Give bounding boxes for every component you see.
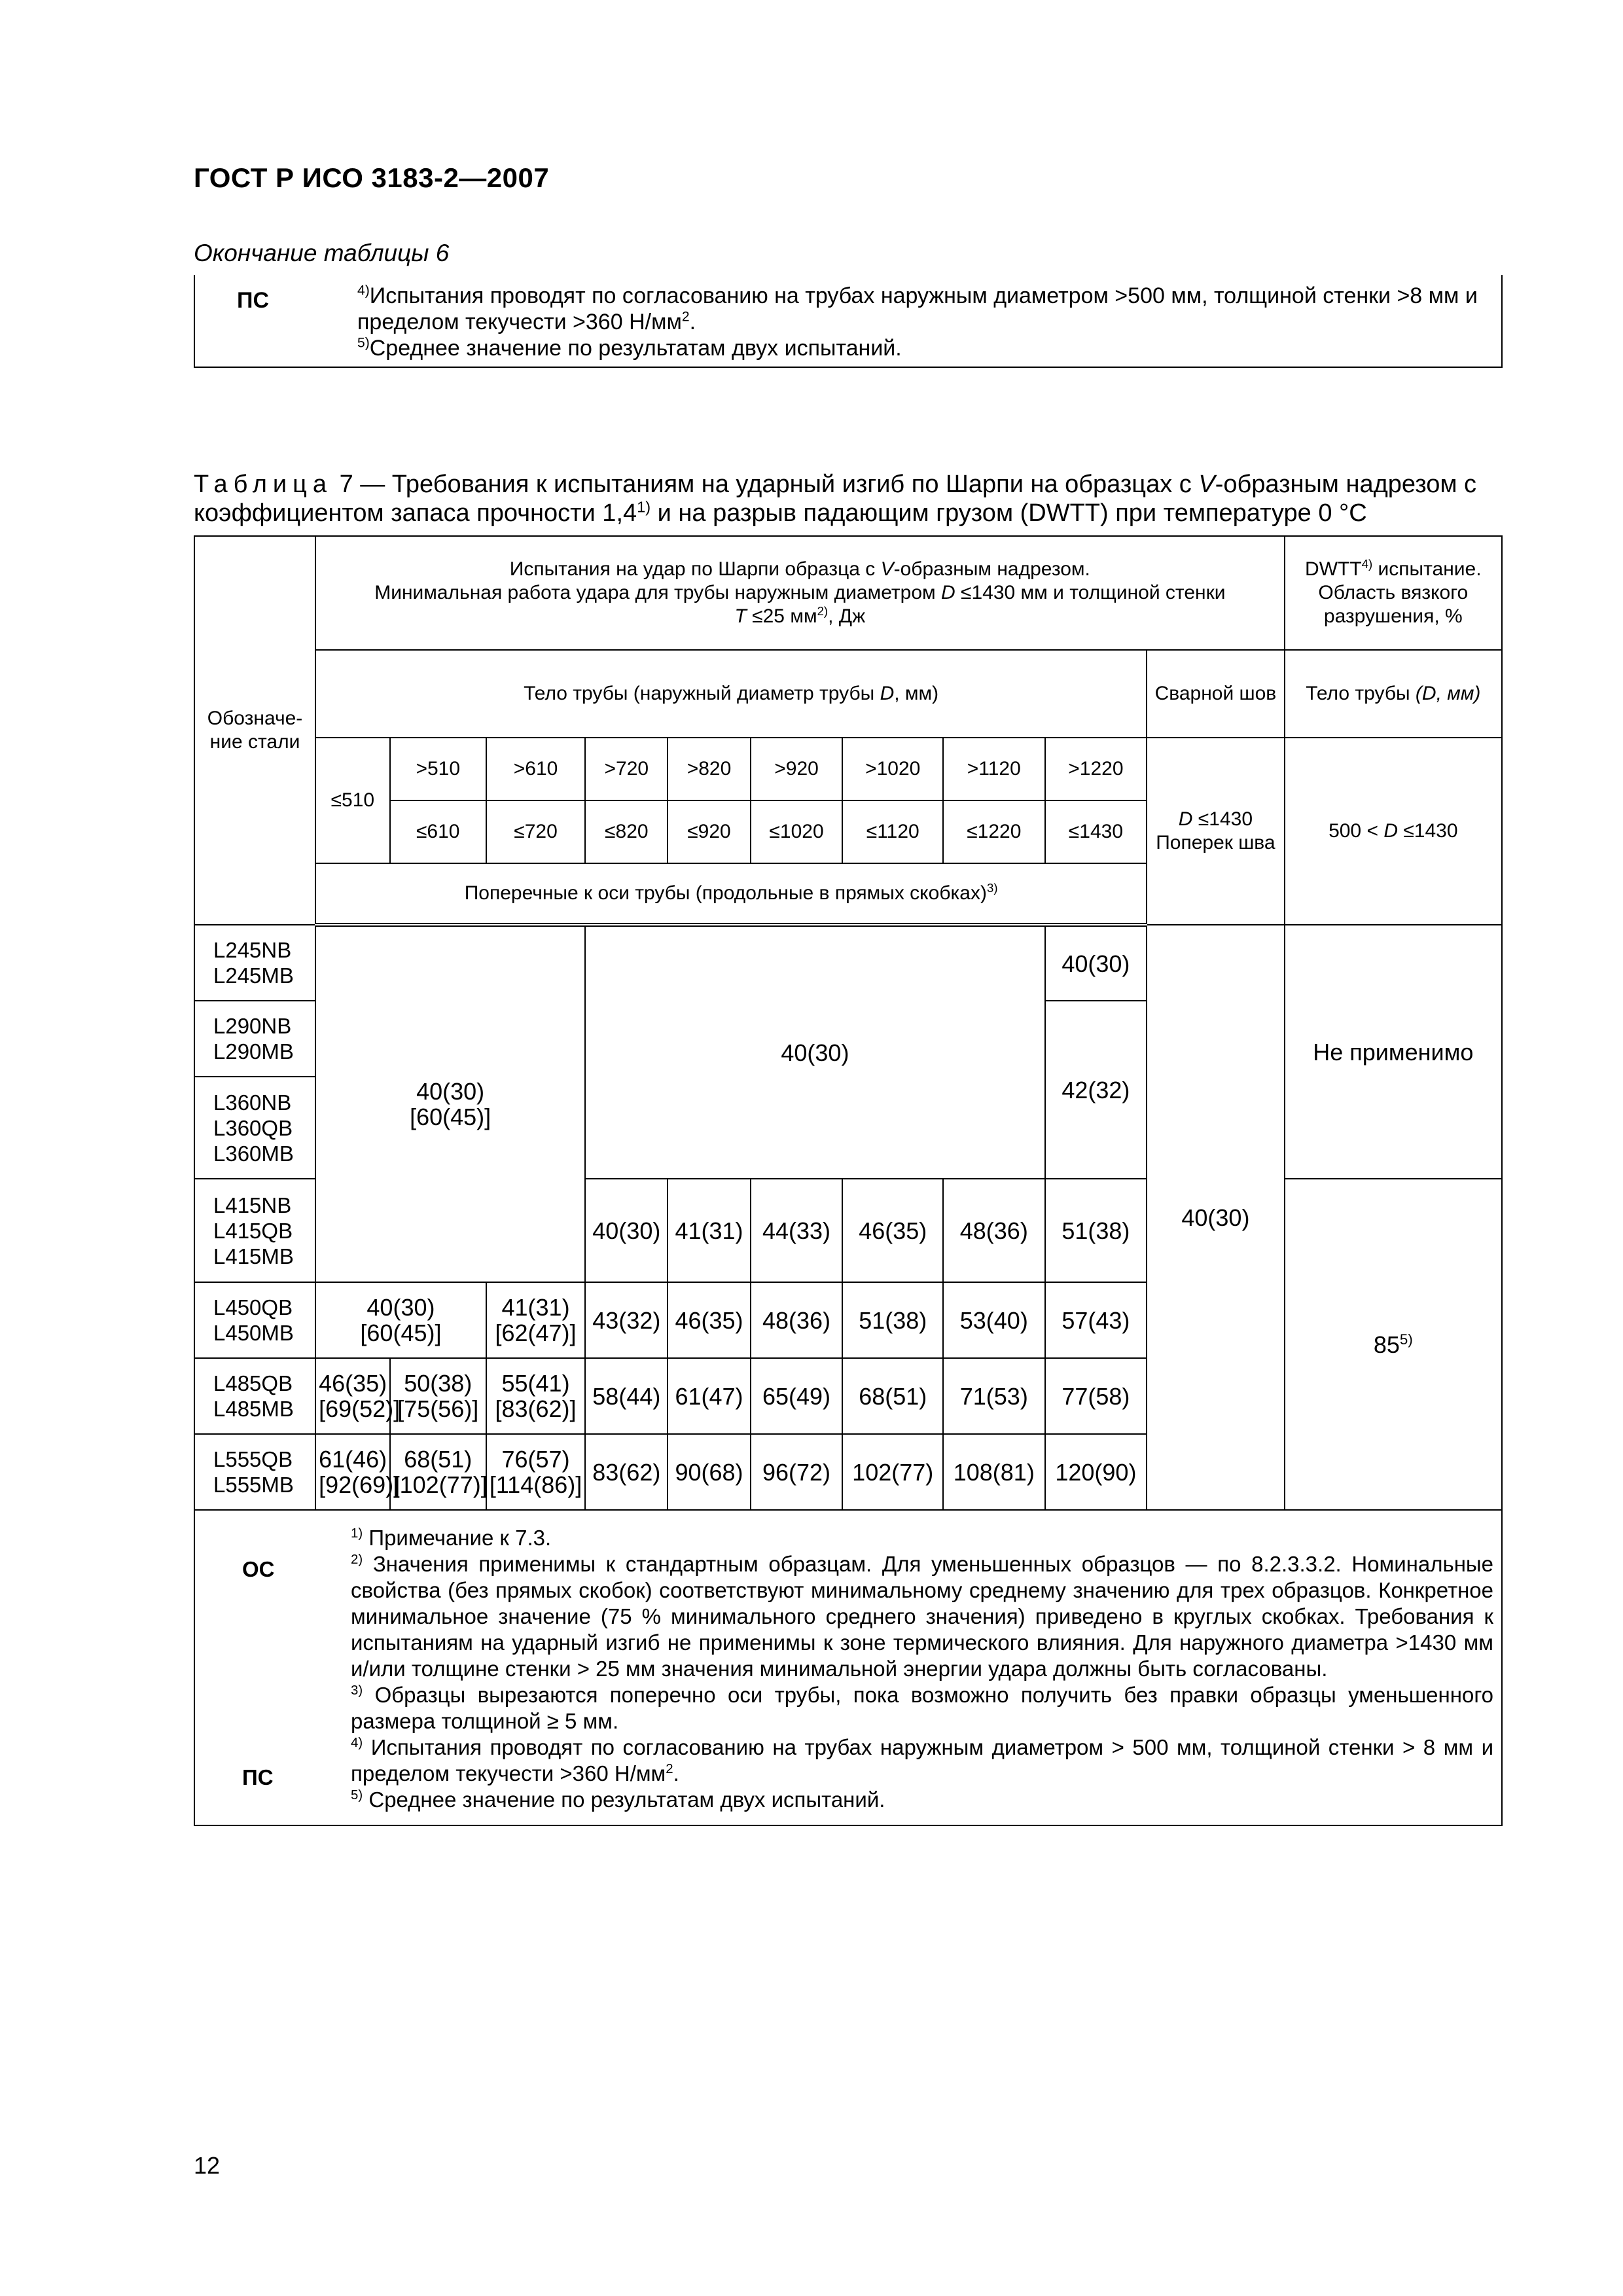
dwtt-body-header [1285,650,1502,738]
range-low: >1120 [943,738,1045,800]
dwtt-range [1285,738,1502,925]
value-cell: 108(81) [943,1434,1045,1510]
table-title [194,470,1509,528]
value-cell: 41(31) [668,1179,750,1282]
steel-grade: L245NB L245MB [194,925,315,1001]
dwtt-value [1285,1179,1502,1510]
header-text: Испытания на удар по Шарпи образца с [509,558,881,580]
superscript: 2 [666,1761,673,1776]
requirements-table [194,535,1503,1826]
value-cell: 96(72) [751,1434,843,1510]
footnote-mark: 4) [1361,557,1373,571]
value-cell: 77(58) [1045,1358,1147,1434]
superscript: 2 [681,309,690,325]
value-cell: 48(36) [943,1179,1045,1282]
table-continuation-caption: Окончание таблицы 6 [194,240,450,266]
value-cell: 71(53) [943,1358,1045,1434]
steel-grade: L290NB L290MB [194,1001,315,1077]
header-text: Минимальная работа удара для трубы наружным диаметром [374,582,941,603]
header-text: Тело трубы [1306,683,1416,704]
header-text: -образным надрезом. [893,558,1090,580]
value-cell: 55(41) [83(62)] [486,1358,585,1434]
range-high: ≤1430 [1045,800,1147,863]
range-high: ≤820 [585,800,668,863]
title-v: V [1198,471,1215,498]
header-text: V [880,558,894,580]
document-header: ГОСТ Р ИСО 3183-2—2007 [194,162,550,193]
header-text: испытание. Область вязкого разрушения, % [1318,558,1482,627]
value-cell: 76(57) [114(86)] [486,1434,585,1510]
range-high: ≤1120 [842,800,943,863]
value-cell: 51(38) [1045,1179,1147,1282]
transverse-header [315,863,1147,925]
range-high: ≤1220 [943,800,1045,863]
range-high: ≤920 [668,800,750,863]
header-text: T [734,605,747,627]
value-cell: 50(38) [75(56)] [390,1358,486,1434]
value-cell: 43(32) [585,1282,668,1358]
header-text: D [880,683,895,704]
note-tag-ps: ПС [242,1765,274,1789]
value-cell: 61(47) [668,1358,750,1434]
table6-notes-body [323,283,1488,361]
value-cell: 65(49) [751,1358,843,1434]
value-cell: 90(68) [668,1434,750,1510]
steel-header [194,536,315,925]
note-text: Испытания проводят по согласованию на трубах наружным диаметром > 500 мм, толщиной стенки > 8 мм и пределом текучести >360 Н/мм [351,1735,1493,1785]
header-text: D [1383,820,1398,842]
charpy-header [315,536,1285,650]
value-cell: 102(77) [842,1434,943,1510]
table-notes [194,1510,1502,1825]
header-text: ≤1430 [1397,820,1458,842]
value-cell: 68(51) [102(77)] [390,1434,486,1510]
header-text: Обозначе-ние стали [207,708,303,753]
note-text: Образцы вырезаются поперечно оси трубы, пока возможно получить без правки образцы уменьшенного размера толщиной ≥ 5 мм. [351,1683,1494,1733]
value-cell: 57(43) [1045,1282,1147,1358]
value-cell: 68(51) [842,1358,943,1434]
footnote-mark: 1) [351,1526,363,1541]
footnote-mark: 3) [986,881,998,895]
header-text: ≤25 мм [746,605,817,627]
value-block: 40(30) [60(45)] [315,925,585,1282]
steel-grade: L450QB L450MB [194,1282,315,1358]
steel-grade: L555QB L555MB [194,1434,315,1510]
value-cell: 51(38) [842,1282,943,1358]
range-high: ≤610 [390,800,486,863]
value-cell: 40(30) [1045,925,1147,1001]
range-low: >920 [751,738,843,800]
value-cell: 53(40) [943,1282,1045,1358]
value-cell: 44(33) [751,1179,843,1282]
dwtt-value: Не применимо [1285,925,1502,1179]
value-cell: 46(35) [69(52)] [315,1358,390,1434]
value-cell: 41(31) [62(47)] [486,1282,585,1358]
steel-grade: L360NB L360QB L360MB [194,1077,315,1179]
header-text: , Дж [828,605,866,627]
value-block: 40(30) [585,925,1044,1179]
range-low: ≤510 [315,738,390,863]
value-cell: 42(32) [1045,1001,1147,1179]
punct: . [673,1761,679,1785]
weld-header: Сварной шов [1147,650,1284,738]
note-text: Среднее значение по результатам двух испытаний. [369,336,902,361]
title-text: и на разрыв падающим грузом (DWTT) при температуре 0 °С [651,499,1367,527]
header-text: Тело трубы (наружный диаметр трубы [524,683,880,704]
range-low: >1020 [842,738,943,800]
note-text: Среднее значение по результатам двух испытаний. [368,1787,885,1812]
punct: . [689,310,696,334]
value-cell: 120(90) [1045,1434,1147,1510]
weld-range [1147,738,1284,925]
footnote-mark: 5) [357,335,370,351]
value-cell: 46(35) [668,1282,750,1358]
note-text: Примечание к 7.3. [368,1526,552,1550]
range-high: ≤720 [486,800,585,863]
range-low: >820 [668,738,750,800]
range-low: >720 [585,738,668,800]
dwtt-header [1285,536,1502,650]
range-low: >1220 [1045,738,1147,800]
footnote-mark: 2) [351,1552,363,1567]
steel-grade: L415NB L415QB L415MB [194,1179,315,1282]
footnote-mark: 5) [351,1787,363,1803]
header-text: , мм) [894,683,939,704]
weld-value: 40(30) [1147,925,1284,1510]
footnote-mark: 1) [637,498,651,516]
table-label: Таблица [194,471,332,498]
note-text: Значения применимы к стандартным образцам. Для уменьшенных образцов — по 8.2.3.3.2. Номинальные свойства (без прямых скобок) соответствуют минимальному среднему значению для трех образцов. Конкретное минимальное значение (75 % минимального среднего значения) приведено в круглых скобках. Требования к испытаниям на ударный изгиб не применимы к зоне термического влияния. Для наружного диаметра >1430 мм и/или толщине стенки > 25 мм значения минимальной энергии удара должны быть согласованы. [351,1552,1494,1681]
header-text: DWTT [1305,558,1362,580]
footnote-mark: 2) [817,604,829,618]
header-text: Поперечные к оси трубы (продольные в прямых скобках) [464,882,987,904]
value-cell: 83(62) [585,1434,668,1510]
range-high: ≤1020 [751,800,843,863]
title-text: 7 — Требования к испытаниям на ударный изгиб по Шарпи на образцах с [339,471,1199,498]
table6-notes [194,275,1503,368]
footnote-mark: 4) [351,1735,363,1750]
value-cell: 46(35) [842,1179,943,1282]
footnote-mark: 5) [1399,1331,1413,1348]
header-text: 500 < [1329,820,1384,842]
value-text: 85 [1373,1331,1400,1358]
header-text: D [940,582,955,603]
header-text: ≤1430 мм и толщиной стенки [955,582,1226,603]
notes-body [317,1525,1493,1813]
title-text: -образным надрезом с коэффициентом запаса прочности 1,4 [194,471,1477,527]
note-tag-os: ОС [242,1557,275,1581]
header-text: (D, мм) [1415,683,1481,704]
header-text: D [1178,808,1193,830]
footnote-mark: 4) [357,283,370,298]
range-low: >610 [486,738,585,800]
header-text: ≤1430 [1192,808,1253,830]
value-cell: 58(44) [585,1358,668,1434]
value-cell: 61(46) [92(69)] [315,1434,390,1510]
note-tag-ps: ПС [237,288,269,313]
value-cell: 40(30) [585,1179,668,1282]
steel-grade: L485QB L485MB [194,1358,315,1434]
note-text: Испытания проводят по согласованию на трубах наружным диаметром >500 мм, толщиной стенки >8 мм и пределом текучести >360 Н/мм [357,283,1478,334]
header-text: Поперек шва [1156,832,1275,853]
value-cell: 48(36) [751,1282,843,1358]
page-number: 12 [194,2152,221,2179]
value-cell: 40(30) [60(45)] [315,1282,486,1358]
pipe-body-header [315,650,1147,738]
footnote-mark: 3) [351,1683,363,1698]
range-low: >510 [390,738,486,800]
